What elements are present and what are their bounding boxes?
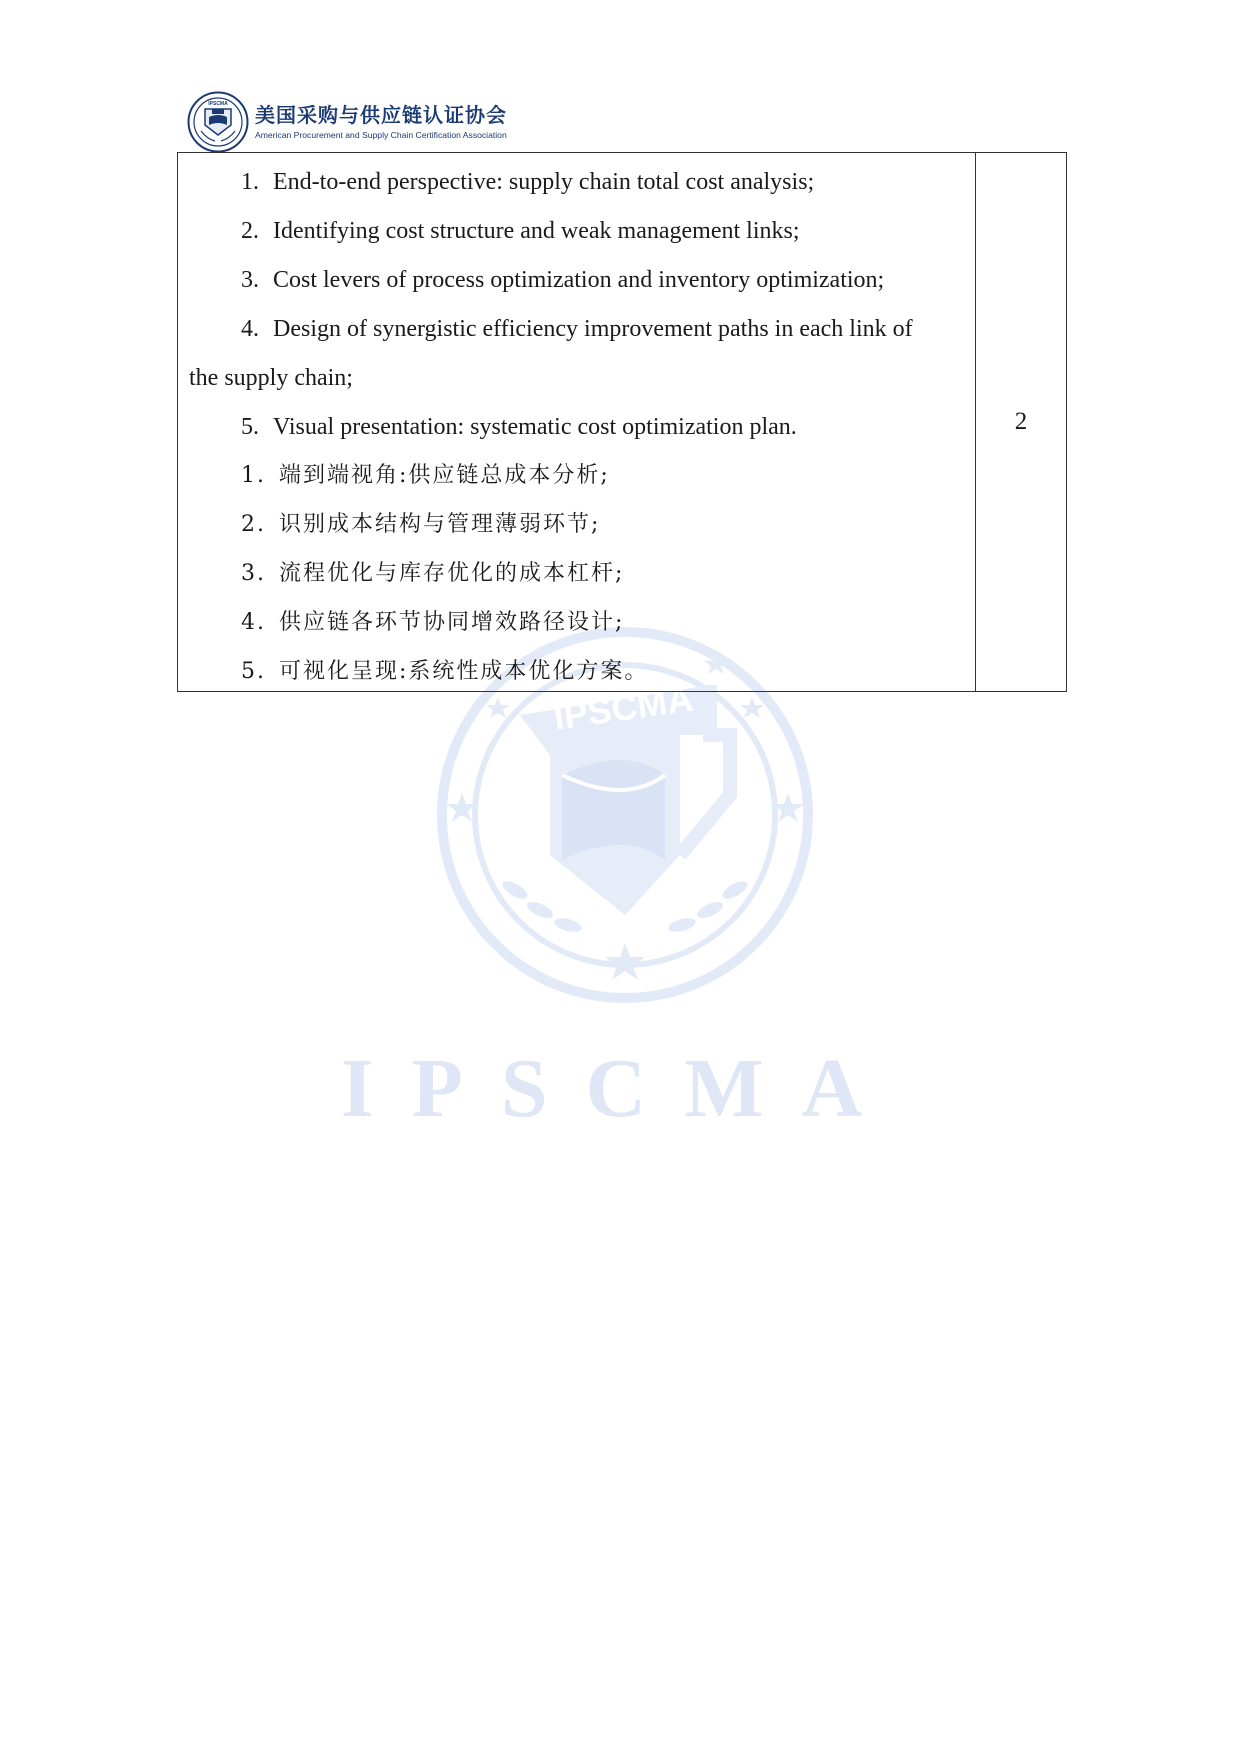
content-cell — [178, 153, 976, 691]
english-item-5: 5. Visual presentation: systematic cost optimization plan. — [241, 414, 797, 440]
org-name-english: American Procurement and Supply Chain Certification Association — [255, 130, 507, 140]
chinese-item-3: 3. 流程优化与库存优化的成本杠杆; — [241, 561, 625, 586]
chinese-item-2: 2. 识别成本结构与管理薄弱环节; — [241, 512, 601, 537]
english-item-2: 2. Identifying cost structure and weak management links; — [241, 218, 800, 244]
english-item-1: 1. End-to-end perspective: supply chain total cost analysis; — [241, 169, 815, 195]
english-item-3: 3. Cost levers of process optimization and inventory optimization; — [241, 267, 885, 293]
svg-text:IPSCMA: IPSCMA — [208, 101, 228, 107]
chinese-item-5: 5. 可视化呈现:系统性成本优化方案。 — [241, 659, 649, 684]
chinese-item-1: 1. 端到端视角:供应链总成本分析; — [241, 463, 610, 488]
page-header — [187, 91, 507, 153]
english-item-4-continued: the supply chain; — [189, 365, 353, 391]
course-content-table — [177, 152, 1067, 692]
watermark-text: IPSCMA — [340, 1042, 901, 1135]
org-name-chinese: 美国采购与供应链认证协会 — [255, 103, 507, 127]
hours-cell: 2 — [1014, 408, 1028, 435]
english-item-4: 4. Design of synergistic efficiency improvement paths in each link of — [241, 316, 913, 342]
svg-text:IPSCMA: IPSCMA — [551, 677, 696, 738]
ipscma-logo-icon — [187, 91, 249, 153]
chinese-item-4: 4. 供应链各环节协同增效路径设计; — [241, 610, 625, 635]
